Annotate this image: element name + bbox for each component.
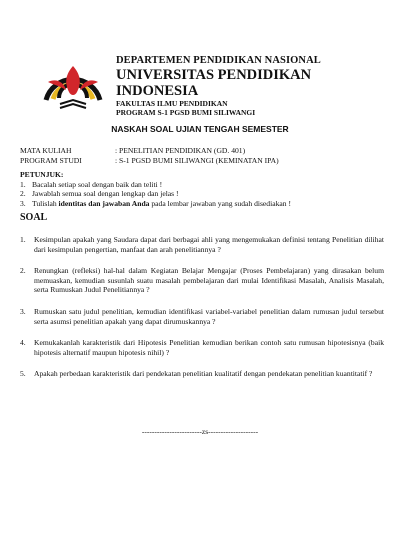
question-number: 2. bbox=[20, 266, 26, 276]
instruction-text bbox=[32, 199, 291, 209]
instruction-item bbox=[20, 189, 390, 199]
course-info-key: PROGRAM STUDI bbox=[20, 155, 82, 165]
question-item bbox=[20, 307, 384, 326]
exam-title: NASKAH SOAL UJIAN TENGAH SEMESTER bbox=[111, 124, 289, 134]
course-info-value: : PENELITIAN PENDIDIKAN (GD. 401) bbox=[115, 146, 246, 155]
instruction-text-post: pada lembar jawaban yang sudah disediakan ! bbox=[149, 198, 291, 208]
institution-header bbox=[116, 55, 386, 117]
question-item bbox=[20, 369, 384, 379]
instructions-heading: PETUNJUK: bbox=[20, 170, 64, 179]
question-number: 1. bbox=[20, 235, 26, 244]
instruction-text-pre: Tulislah bbox=[32, 198, 59, 208]
question-number: 3. bbox=[20, 306, 26, 316]
instruction-number: 3. bbox=[20, 198, 26, 208]
department-name: DEPARTEMEN PENDIDIKAN NASIONAL bbox=[116, 55, 321, 66]
instruction-item bbox=[20, 180, 390, 190]
instruction-number: 1. bbox=[20, 179, 26, 189]
university-name: UNIVERSITAS PENDIDIKAN INDONESIA bbox=[116, 67, 312, 99]
course-info-value: : S-1 PGSD BUMI SILIWANGI (KEMINATAN IPA) bbox=[115, 155, 279, 165]
faculty-name: FAKULTAS ILMU PENDIDIKAN bbox=[116, 99, 228, 108]
instruction-text: Jawablah semua soal dengan lengkap dan jelas ! bbox=[32, 189, 179, 198]
instruction-text: Bacalah setiap soal dengan baik dan teliti ! bbox=[32, 179, 163, 189]
course-info-key: MATA KULIAH bbox=[20, 146, 72, 155]
upi-logo-icon bbox=[38, 52, 108, 112]
question-list bbox=[20, 235, 384, 391]
instructions bbox=[20, 170, 390, 208]
question-text: Kesimpulan apakah yang Saudara dapat dari berbagai ahli yang mengemukakan definisi tentang Penelitian dilihat dari kesimpulan pengertian, manfaat dan arah penelitiannya ? bbox=[34, 235, 384, 254]
program-name: PROGRAM S-1 PGSD BUMI SILIWANGI bbox=[116, 108, 256, 117]
instruction-number: 2. bbox=[20, 189, 26, 198]
question-text: Kemukakanlah karakteristik dari Hipotesis Penelitian kemudian berikan contoh satu rumusan hipotesisnya (baik hipotesis alternatif maupun hipotesis nihil) ? bbox=[34, 338, 384, 357]
question-text: Apakah perbedaan karakteristik dari pendekatan penelitian kualitatif dengan pendekatan penelitian kuantitatif ? bbox=[34, 369, 373, 379]
course-info-row bbox=[20, 156, 279, 166]
questions-heading: SOAL bbox=[20, 212, 48, 223]
question-text: Rumuskan satu judul penelitian, kemudian identifikasi variabel-variabel penelitian dalam rumusan judul tersebut serta asumsi penelitian apakah yang dapat dirumuskannya ? bbox=[34, 306, 384, 326]
question-number: 4. bbox=[20, 338, 26, 348]
course-info-row bbox=[20, 146, 279, 156]
course-info bbox=[20, 146, 279, 165]
question-item bbox=[20, 338, 384, 357]
question-text: Renungkan (refleksi) hal-hal dalam Kegiatan Belajar Mengajar (Proses Pembelajaran) yang dirasakan belum memuaskan, kemudian susunlah suatu masalah pembelajaran dari mulai Identifikasi Masalah, Analisis Masalah, serta Rumuskan Judul Penelitiannya ? bbox=[34, 266, 384, 295]
end-divider: ------------------------zs-------------------- bbox=[141, 427, 259, 436]
instruction-item bbox=[20, 199, 390, 209]
instruction-text-bold: identitas dan jawaban Anda bbox=[58, 198, 150, 208]
question-item bbox=[20, 235, 384, 254]
question-number: 5. bbox=[20, 369, 26, 379]
question-item bbox=[20, 266, 384, 295]
